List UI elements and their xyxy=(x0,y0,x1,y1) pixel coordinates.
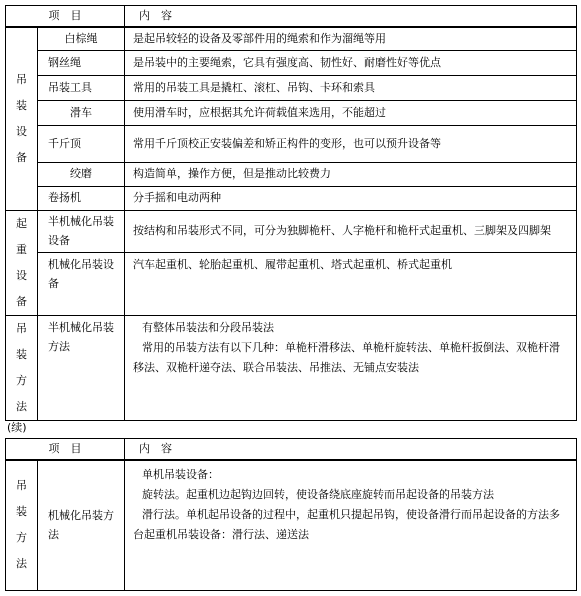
table-row xyxy=(6,252,577,315)
table-row xyxy=(6,460,577,590)
category-label: 吊装方法 xyxy=(16,321,27,413)
table-row xyxy=(6,50,577,75)
content-line: 滑行法。单机起吊设备的过程中，起重机只提起吊钩，使设备滑行而吊起设备的方法多台起重机吊装设备：滑行法、递送法 xyxy=(133,508,560,541)
table-row xyxy=(6,210,577,252)
table-header-row xyxy=(6,439,577,461)
continuation-label: (续) xyxy=(7,421,27,434)
category-cell xyxy=(6,27,38,210)
item-cell: 卷扬机 xyxy=(38,186,125,210)
item-cell: 千斤顶 xyxy=(38,125,125,162)
table-row xyxy=(6,100,577,125)
content-line: 有整体吊装法和分段吊装法 xyxy=(142,320,274,334)
item-cell: 绞磨 xyxy=(38,162,125,186)
item-cell: 滑车 xyxy=(38,100,125,125)
content-line: 旋转法。起重机边起钩边回转，使设备绕底座旋转而吊起设备的吊装方法 xyxy=(142,488,494,501)
content-cell: 常用的吊装工具是撬杠、滚杠、吊钩、卡环和索具 xyxy=(125,75,577,100)
item-cell: 机械化吊装方法 xyxy=(38,460,125,590)
category-label: 吊装设备 xyxy=(16,72,27,164)
table-header-row xyxy=(6,6,577,28)
table-row xyxy=(6,315,577,420)
content-cell: 汽车起重机、轮胎起重机、履带起重机、塔式起重机、桥式起重机 xyxy=(125,252,577,315)
content-line: 常用的吊装方法有以下几种：单桅杆滑移法、单桅杆旋转法、单桅杆扳倒法、双桅杆滑移法、双桅杆递夺法、联合吊装法、吊推法、无铺点安装法 xyxy=(133,340,560,374)
item-cell: 吊装工具 xyxy=(38,75,125,100)
content-cell: 常用千斤顶校正安装偏差和矫正构件的变形，也可以预升设备等 xyxy=(125,125,577,162)
header-content: 内 容 xyxy=(125,439,577,461)
category-cell xyxy=(6,315,38,420)
content-cell: 是起吊较轻的设备及零部件用的绳索和作为溜绳等用 xyxy=(125,27,577,50)
content-cell: 是吊装中的主要绳索，它具有强度高、韧性好、耐磨性好等优点 xyxy=(125,50,577,75)
table-row xyxy=(6,27,577,50)
category-label: 起重设备 xyxy=(16,216,27,308)
header-item: 项 目 xyxy=(6,6,125,28)
table-row xyxy=(6,186,577,210)
content-line: 单机吊装设备： xyxy=(142,468,219,481)
content-cell xyxy=(125,460,577,590)
header-item: 项 目 xyxy=(6,439,125,461)
continued-table xyxy=(5,438,577,591)
content-cell: 使用滑车时，应根据其允许荷载值来选用，不能超过 xyxy=(125,100,577,125)
table-row xyxy=(6,75,577,100)
category-cell xyxy=(6,210,38,315)
item-cell: 白棕绳 xyxy=(38,27,125,50)
header-content: 内 容 xyxy=(125,6,577,28)
item-cell: 半机械化吊装设备 xyxy=(38,210,125,252)
table-row xyxy=(6,125,577,162)
content-cell: 分手摇和电动两种 xyxy=(125,186,577,210)
content-cell xyxy=(125,315,577,420)
main-table xyxy=(5,5,577,421)
table-row xyxy=(6,162,577,186)
item-cell: 钢丝绳 xyxy=(38,50,125,75)
content-cell: 构造简单，操作方便，但是推动比较费力 xyxy=(125,162,577,186)
category-cell xyxy=(6,460,38,590)
content-cell: 按结构和吊装形式不同，可分为独脚桅杆、人字桅杆和桅杆式起重机、三脚架及四脚架 xyxy=(125,210,577,252)
item-cell: 机械化吊装设备 xyxy=(38,252,125,315)
category-label: 吊装方法 xyxy=(16,479,27,571)
item-cell: 半机械化吊装方法 xyxy=(38,315,125,420)
